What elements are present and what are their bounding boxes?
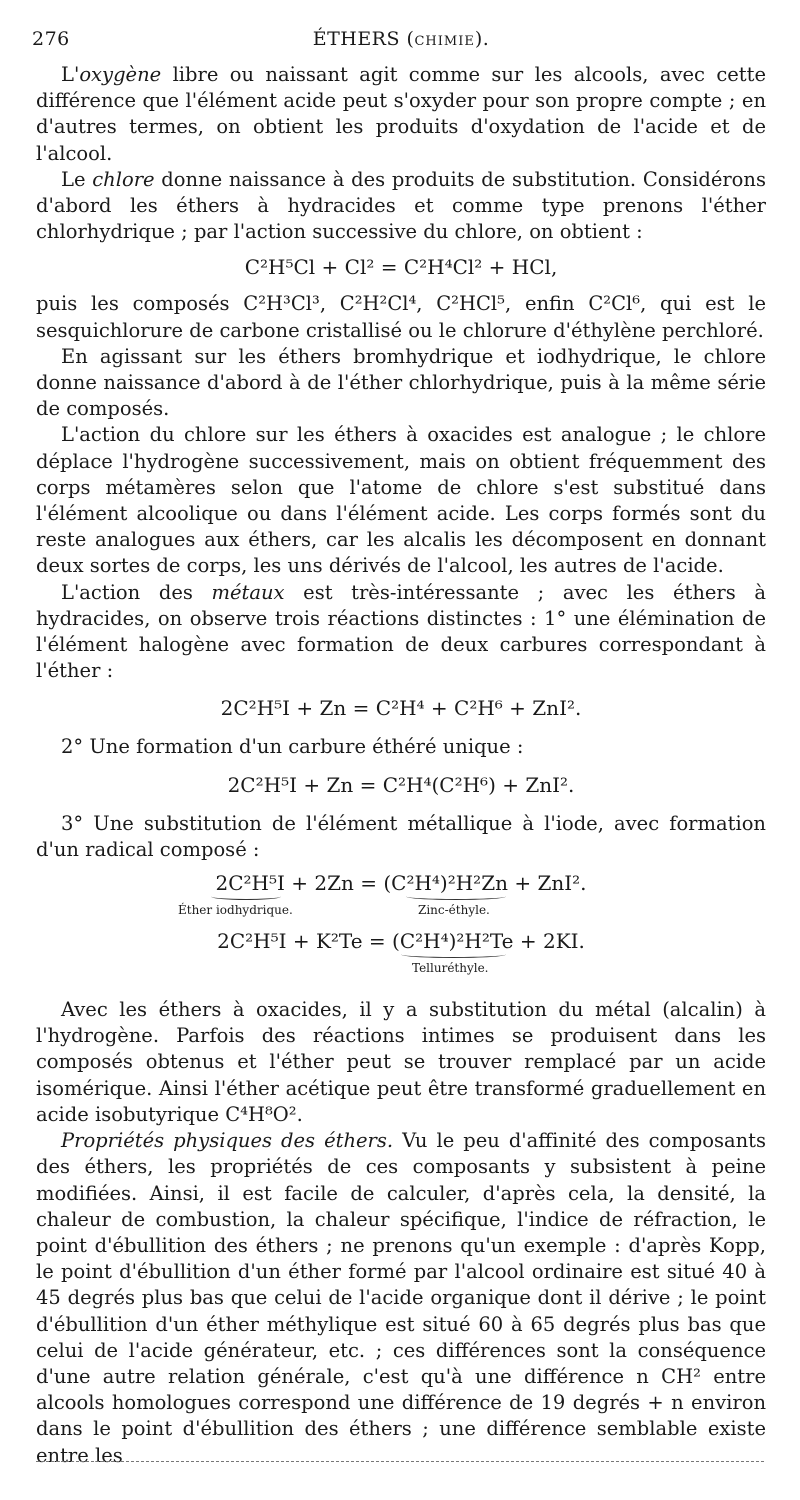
formula-elimination: 2C²H⁵I + Zn = C²H⁴ + C²H⁶ + ZnI². <box>220 696 582 721</box>
paragraph-oxacides: L'action du chlore sur les éthers à oxacides est analogue ; le chlore déplace l'hydrogène successivement, mais on obtient fréquemment des corps métamères selon que l'atome de chlore s'est substitué dans l'élément alcoolique ou dans l'élément acide. Les corps formés sont du reste analogues aux éthers, car les alcalis les décomposent en donnant deux sortes de corps, les uns dérivés de l'alcool, les autres de l'acide. <box>36 423 766 578</box>
para1-body: libre ou naissant agit comme sur les alcools, avec cette différence que l'élément acide peut s'oxyder pour son propre compte ; en d'autres termes, on obtient les produits d'oxydation de l'acide et de l'alcool. <box>36 63 766 165</box>
caption-tellurethyle: Telluréthyle. <box>412 961 489 976</box>
running-title-close: ). <box>474 28 490 50</box>
paragraph-oxacides-metal: Avec les éthers à oxacides, il y a substitution du métal (alcalin) à l'hydrogène. Parfois des réactions intimes se produisent dans les composés obtenus et l'éther peut se trouver remplacé par un acide isomérique. Ainsi l'éther acétique peut être transformé graduellement en acide isobutyrique C⁴H⁸O². <box>36 998 766 1126</box>
formula-zinc-ethyle <box>36 869 766 897</box>
paragraph-metaux <box>36 580 766 685</box>
paragraph-substitution: 3° Une substitution de l'élément métallique à l'iode, avec formation d'un radical composé : <box>36 811 766 861</box>
formula-zinc-ethyle-line: 2C²H⁵I + 2Zn = (C²H⁴)²H²Zn + ZnI². <box>215 871 587 896</box>
document-page <box>32 28 767 1469</box>
paragraph-proprietes-physiques <box>36 1128 766 1469</box>
brace-zinc-ethyle <box>406 893 506 900</box>
caption-zinc-ethyle: Zinc-éthyle. <box>418 903 490 918</box>
page-number: 276 <box>32 28 70 50</box>
page-header <box>32 28 766 62</box>
para2-body: donne naissance à des produits de substitution. Considérons d'abord les éthers à hydracides et comme type prenons l'éther chlorhydrique ; par l'action successive du chlore, on obtient : <box>36 167 766 244</box>
formula-carbure-ethere: 2C²H⁵I + Zn = C²H⁴(C²H⁶) + ZnI². <box>227 772 575 797</box>
para10-italic-heading: Propriétés physiques des éthers. <box>61 1129 394 1153</box>
paragraph-bromhydrique: En agissant sur les éthers bromhydrique et iodhydrique, le chlore donne naissance d'abord à de l'éther chlorhydrique, puis à la même série de composés. <box>36 344 766 421</box>
para10-body: Vu le peu d'affinité des composants des éthers, les propriétés de ces composants y subsistent à peine modifiées. Ainsi, il est facile de calculer, d'après cela, la densité, la chaleur de combustion, la chaleur spécifique, l'indice de réfraction, le point d'ébullition des éthers ; ne prenons qu'un exemple : d'après Kopp, le point d'ébullition d'un éther formé par l'alcool ordinaire est situé 40 à 45 degrés plus bas que celui de l'acide organique dont il dérive ; le point d'ébullition d'un éther méthylique est situé 60 à 65 degrés plus bas que celui de l'acide générateur, etc. ; ces différences sont la conséquence d'une autre relation générale, c'est qu'à une différence n CH² entre alcools homologues correspond une différence de 19 degrés + n environ dans le point d'ébullition des éthers ; une différence semblable existe entre les <box>36 1129 766 1467</box>
paragraph-oxygene <box>36 62 766 167</box>
running-title <box>36 28 766 50</box>
footer-rule <box>36 1461 764 1462</box>
para1-italic: oxygène <box>79 63 162 86</box>
brace-tellurethyle <box>401 951 506 958</box>
paragraph-carbure-ethere: 2° Une formation d'un carbure éthéré unique : <box>61 735 524 759</box>
formula-chlorination: C²H⁵Cl + Cl² = C²H⁴Cl² + HCl, <box>244 255 558 280</box>
paragraph-chlore <box>36 167 766 246</box>
caption-ether-iodhydrique: Éther iodhydrique. <box>178 903 293 918</box>
para6-lead: L'action des <box>61 580 212 604</box>
para2-lead: Le <box>61 167 93 191</box>
running-title-small-caps: CHIMIE <box>414 34 475 49</box>
paragraph-composes: puis les composés C²H³Cl³, C²H²Cl⁴, C²HCl⁵, enfin C²Cl⁶, qui est le sesquichlorure de carbone cristallisé ou le chlorure d'éthylène perchloré. <box>36 292 766 342</box>
brace-ether-iodhydrique <box>211 893 281 900</box>
para1-lead: L' <box>61 63 80 86</box>
running-title-main: ÉTHERS ( <box>312 28 415 50</box>
formula-tellurethyle-line: 2C²H⁵I + K²Te = (C²H⁴)²H²Te + 2KI. <box>217 929 585 954</box>
formula-zinc-ethyle-captions <box>36 897 766 923</box>
formula-tellurethyle-captions <box>36 955 766 981</box>
para2-italic: chlore <box>92 167 155 191</box>
para6-body: est très-intéressante ; avec les éthers à hydracides, on observe trois réactions distinctes : 1° une élémination de l'élément halogène avec formation de deux carbures correspondant à l'éther : <box>36 580 767 683</box>
para6-italic: métaux <box>211 580 285 604</box>
